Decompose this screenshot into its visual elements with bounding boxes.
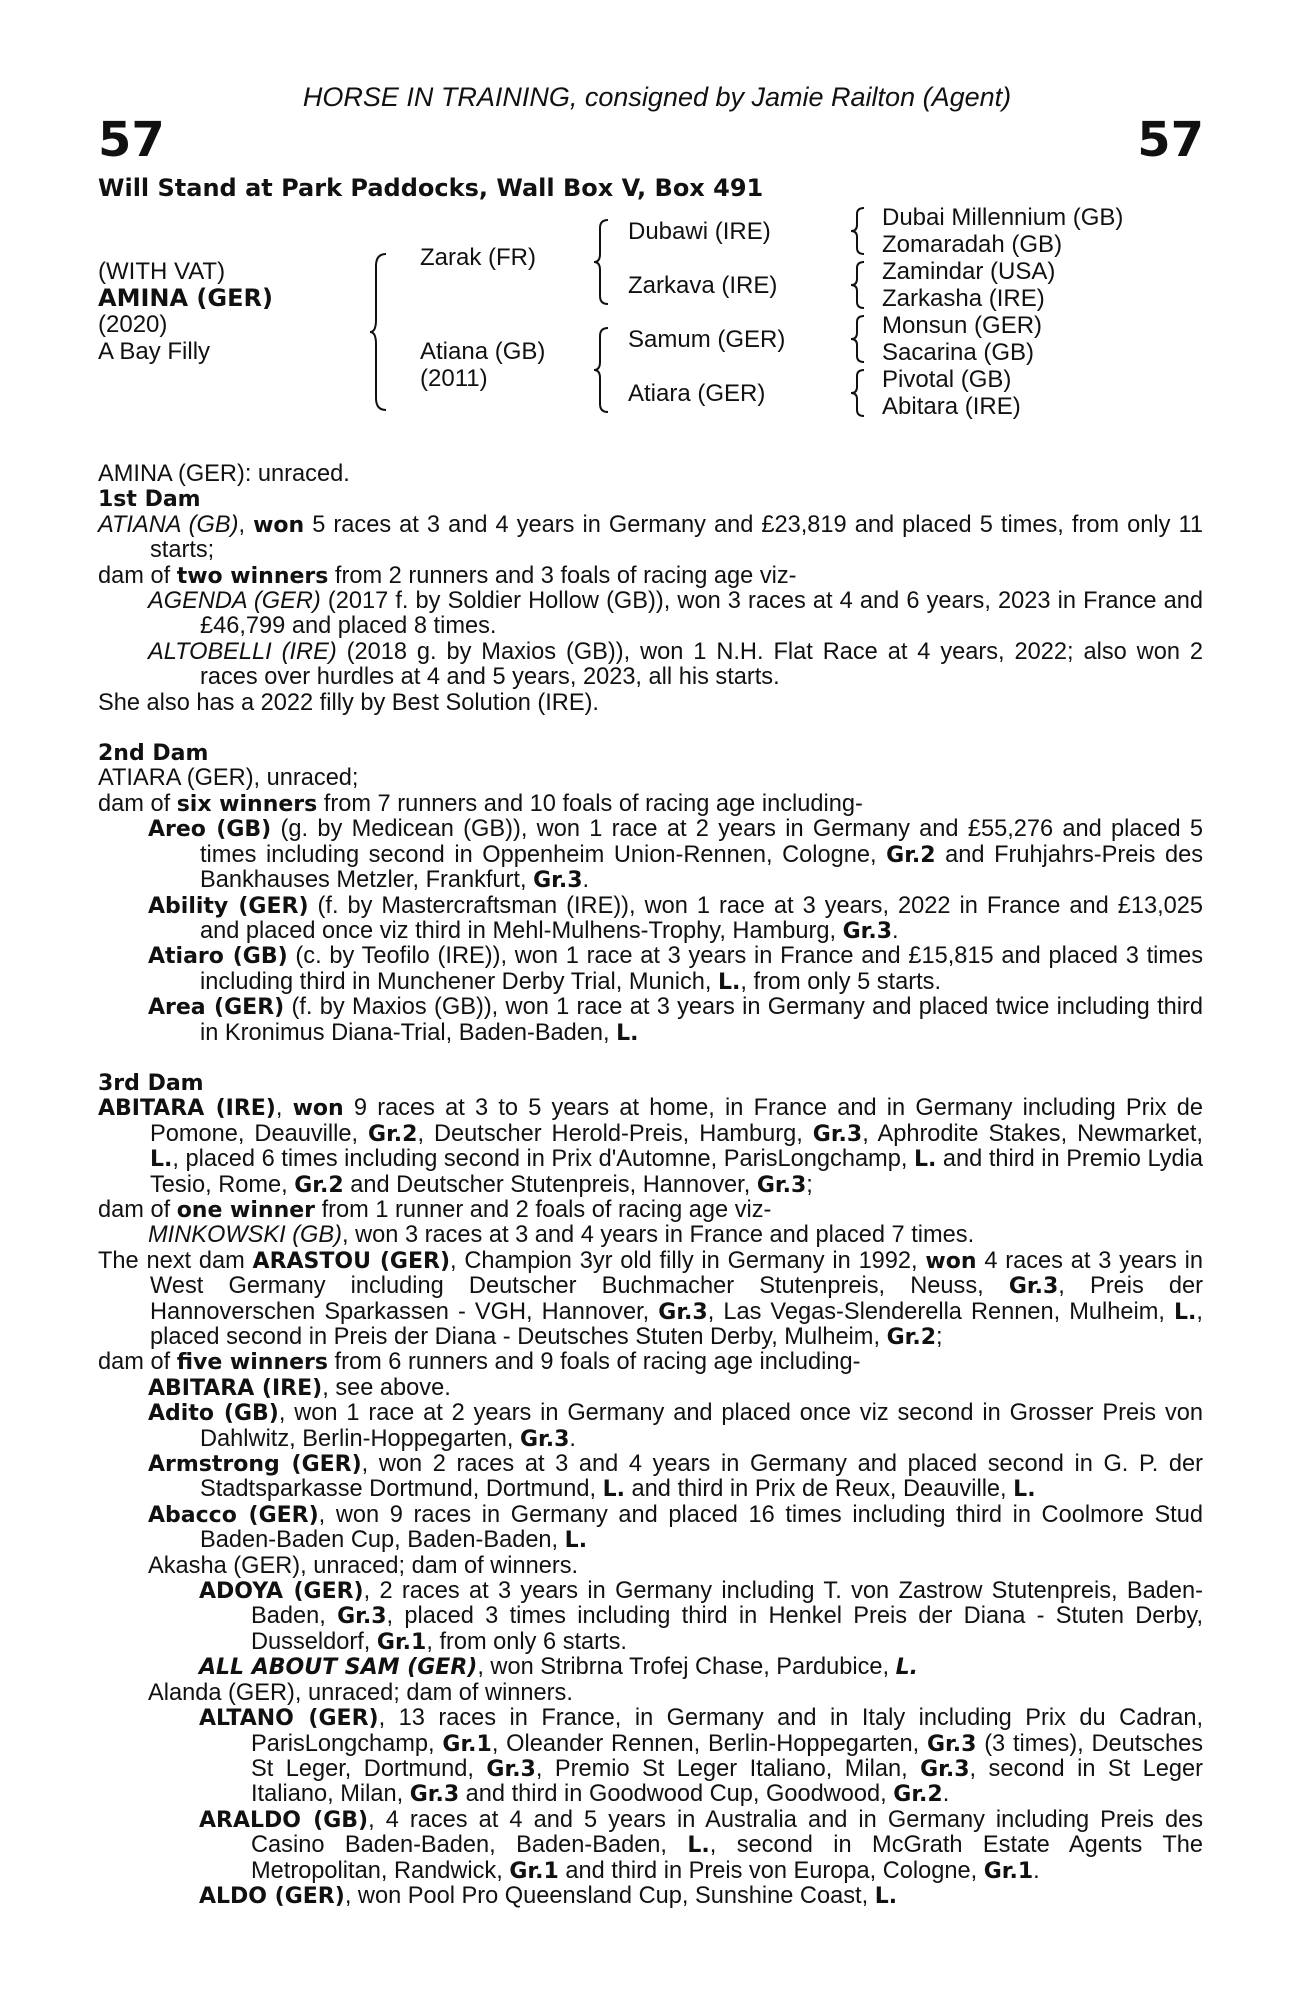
brace-gen3-1 xyxy=(848,206,868,256)
brace-gen2-top xyxy=(592,218,612,306)
stand-location: Will Stand at Park Paddocks, Wall Box V, Box 491 xyxy=(98,174,764,202)
gen3-4: Zarkasha (IRE) xyxy=(882,285,1045,312)
sire: Zarak (FR) xyxy=(420,244,536,271)
brace-gen2-bottom xyxy=(592,326,612,414)
page-header: HORSE IN TRAINING, consigned by Jamie Railton (Agent) xyxy=(302,82,1012,112)
produce-item: ALDO (GER), won Pool Pro Queensland Cup, Sunshine Coast, L. xyxy=(199,1882,898,1909)
first-dam-record: ATIANA (GB), won 5 races at 3 and 4 years in Germany and £23,819 and placed 5 times, from only 11 starts; xyxy=(98,511,1203,564)
catalogue-body xyxy=(98,462,1203,1909)
produce-item: Areo (GB) (g. by Medicean (GB)), won 1 race at 2 years in Germany and £55,276 and placed 5 times including second in Oppenheim Union-Rennen, Cologne, Gr.2 and Fruhjahrs-Preis des Bankhauses Metzler, Frankfurt, Gr.3. xyxy=(148,816,1203,894)
dam-year: (2011) xyxy=(420,365,488,392)
produce-item: Area (GER) (f. by Maxios (GB)), won 1 race at 3 years in Germany and placed twice including third in Kronimus Diana-Trial, Baden-Baden, L. xyxy=(148,994,1204,1046)
third-dam-heading: 3rd Dam xyxy=(98,1070,204,1096)
third-dam-produce: dam of one winner from 1 runner and 2 foals of racing age viz- xyxy=(98,1196,772,1223)
produce-item: Abacco (GER), won 9 races in Germany and placed 16 times including third in Coolmore Stud Baden-Baden Cup, Baden-Baden, L. xyxy=(148,1501,1203,1554)
brace-gen3-4 xyxy=(848,368,868,418)
produce-item: ALTOBELLI (IRE) (2018 g. by Maxios (GB)), won 1 N.H. Flat Race at 4 years, 2022; also won 2 races over hurdles at 4 and 5 years, 2023, all his starts. xyxy=(148,638,1203,691)
brace-gen3-2 xyxy=(848,260,868,310)
gen3-3: Zamindar (USA) xyxy=(882,258,1056,285)
sire-dam: Zarkava (IRE) xyxy=(628,272,778,299)
foaling-year: (2020) xyxy=(98,311,168,338)
dam-sire: Samum (GER) xyxy=(628,326,786,353)
gen3-5: Monsun (GER) xyxy=(882,312,1043,339)
next-dam-produce: dam of five winners from 6 runners and 9 foals of racing age including- xyxy=(98,1349,861,1376)
gen3-1: Dubai Millennium (GB) xyxy=(882,204,1124,231)
intro-line: AMINA (GER): unraced. xyxy=(98,461,350,487)
produce-item: Atiaro (GB) (c. by Teofilo (IRE)), won 1 race at 3 years in France and £15,815 and placed 3 times including third in Munchener Derby Trial, Munich, L., from only 5 starts. xyxy=(148,943,1203,995)
produce-item: ALTANO (GER), 13 races in France, in Germany and in Italy including Prix du Cadran, ParisLongchamp, Gr.1, Oleander Rennen, Berlin-Hoppegarten, Gr.3 (3 times), Deutsches St Leger, Dortmund, Gr.3, Premio St Leger Italiano, Milan, Gr.3, second in St Leger Italiano, Milan, Gr.3 and third in Goodwood Cup, Goodwood, Gr.2. xyxy=(199,1705,1204,1808)
second-dam-heading: 2nd Dam xyxy=(98,741,209,767)
gen3-6: Sacarina (GB) xyxy=(882,339,1035,366)
produce-item: ALL ABOUT SAM (GER), won Stribrna Trofej Chase, Pardubice, L. xyxy=(199,1654,919,1681)
third-dam-record: ABITARA (IRE), won 9 races at 3 to 5 years at home, in France and in Germany including Prix de Pomone, Deauville, Gr.2, Deutscher Herold-Preis, Hamburg, Gr.3, Aphrodite Stakes, Newmarket, L., placed 6 times including second in Prix d'Automne, ParisLongchamp, L. and third in Premio Lydia Tesio, Rome, Gr.2 and Deutscher Stutenpreis, Hannover, Gr.3; xyxy=(98,1095,1204,1198)
first-dam-heading: 1st Dam xyxy=(98,487,201,513)
lot-number-left: 57 xyxy=(98,112,165,168)
produce-item: ABITARA (IRE), see above. xyxy=(148,1374,451,1401)
second-dam-record: ATIARA (GER), unraced; xyxy=(98,765,359,792)
produce-item: Ability (GER) (f. by Mastercraftsman (IRE)), won 1 race at 3 years, 2022 in France and £13,025 and placed once viz third in Mehl-Mulhens-Trophy, Hamburg, Gr.3. xyxy=(148,892,1203,944)
dam-dam: Atiara (GER) xyxy=(628,380,766,407)
produce-item: Alanda (GER), unraced; dam of winners. xyxy=(148,1679,573,1706)
vat-note: (WITH VAT) xyxy=(98,258,226,285)
horse-description: A Bay Filly xyxy=(98,338,211,365)
produce-item: ARALDO (GB), 4 races at 4 and 5 years in Australia and in Germany including Preis des Casino Baden-Baden, Baden-Baden, L., second in McGrath Estate Agents The Metropolitan, Randwick, Gr.1 and third in Preis von Europa, Cologne, Gr.1. xyxy=(199,1806,1203,1884)
produce-item: Armstrong (GER), won 2 races at 3 and 4 years in Germany and placed second in G. P. der Stadtsparkasse Dortmund, Dortmund, L. and third in Prix de Reux, Deauville, L. xyxy=(148,1451,1203,1503)
horse-name: AMINA (GER) xyxy=(98,284,273,312)
second-dam-produce: dam of six winners from 7 runners and 10 foals of racing age including- xyxy=(98,790,863,817)
gen3-7: Pivotal (GB) xyxy=(882,366,1012,393)
sire-sire: Dubawi (IRE) xyxy=(628,218,771,245)
gen3-8: Abitara (IRE) xyxy=(882,393,1021,420)
produce-item: MINKOWSKI (GB), won 3 races at 3 and 4 years in France and placed 7 times. xyxy=(148,1222,975,1249)
produce-item: AGENDA (GER) (2017 f. by Soldier Hollow (GB)), won 3 races at 4 and 6 years, 2023 in France and £46,799 and placed 8 times. xyxy=(148,588,1203,640)
brace-gen3-3 xyxy=(848,314,868,364)
produce-item: Adito (GB), won 1 race at 2 years in Germany and placed once viz second in Grosser Preis von Dahlwitz, Berlin-Hoppegarten, Gr.3. xyxy=(148,1400,1203,1452)
gen3-2: Zomaradah (GB) xyxy=(882,231,1063,258)
produce-item: Akasha (GER), unraced; dam of winners. xyxy=(148,1552,579,1579)
brace-gen1 xyxy=(368,252,390,412)
lot-number-right: 57 xyxy=(1137,112,1204,168)
produce-item: ADOYA (GER), 2 races at 3 years in Germany including T. von Zastrow Stutenpreis, Baden-Baden, Gr.3, placed 3 times including third in Henkel Preis der Diana - Stuten Derby, Dusseldorf, Gr.1, from only 6 starts. xyxy=(199,1578,1203,1655)
first-dam-note: She also has a 2022 filly by Best Solution (IRE). xyxy=(98,689,599,716)
first-dam-produce: dam of two winners from 2 runners and 3 foals of racing age viz- xyxy=(98,562,797,589)
next-dam-record: The next dam ARASTOU (GER), Champion 3yr old filly in Germany in 1992, won 4 races at 3 years in West Germany including Deutscher Buchmacher Stutenpreis, Neuss, Gr.3, Preis der Hannoverschen Sparkassen - VGH, Hannover, Gr.3, Las Vegas-Slenderella Rennen, Mulheim, L., placed second in Preis der Diana - Deutsches Stuten Derby, Mulheim, Gr.2; xyxy=(98,1247,1203,1350)
dam: Atiana (GB) xyxy=(420,338,546,365)
